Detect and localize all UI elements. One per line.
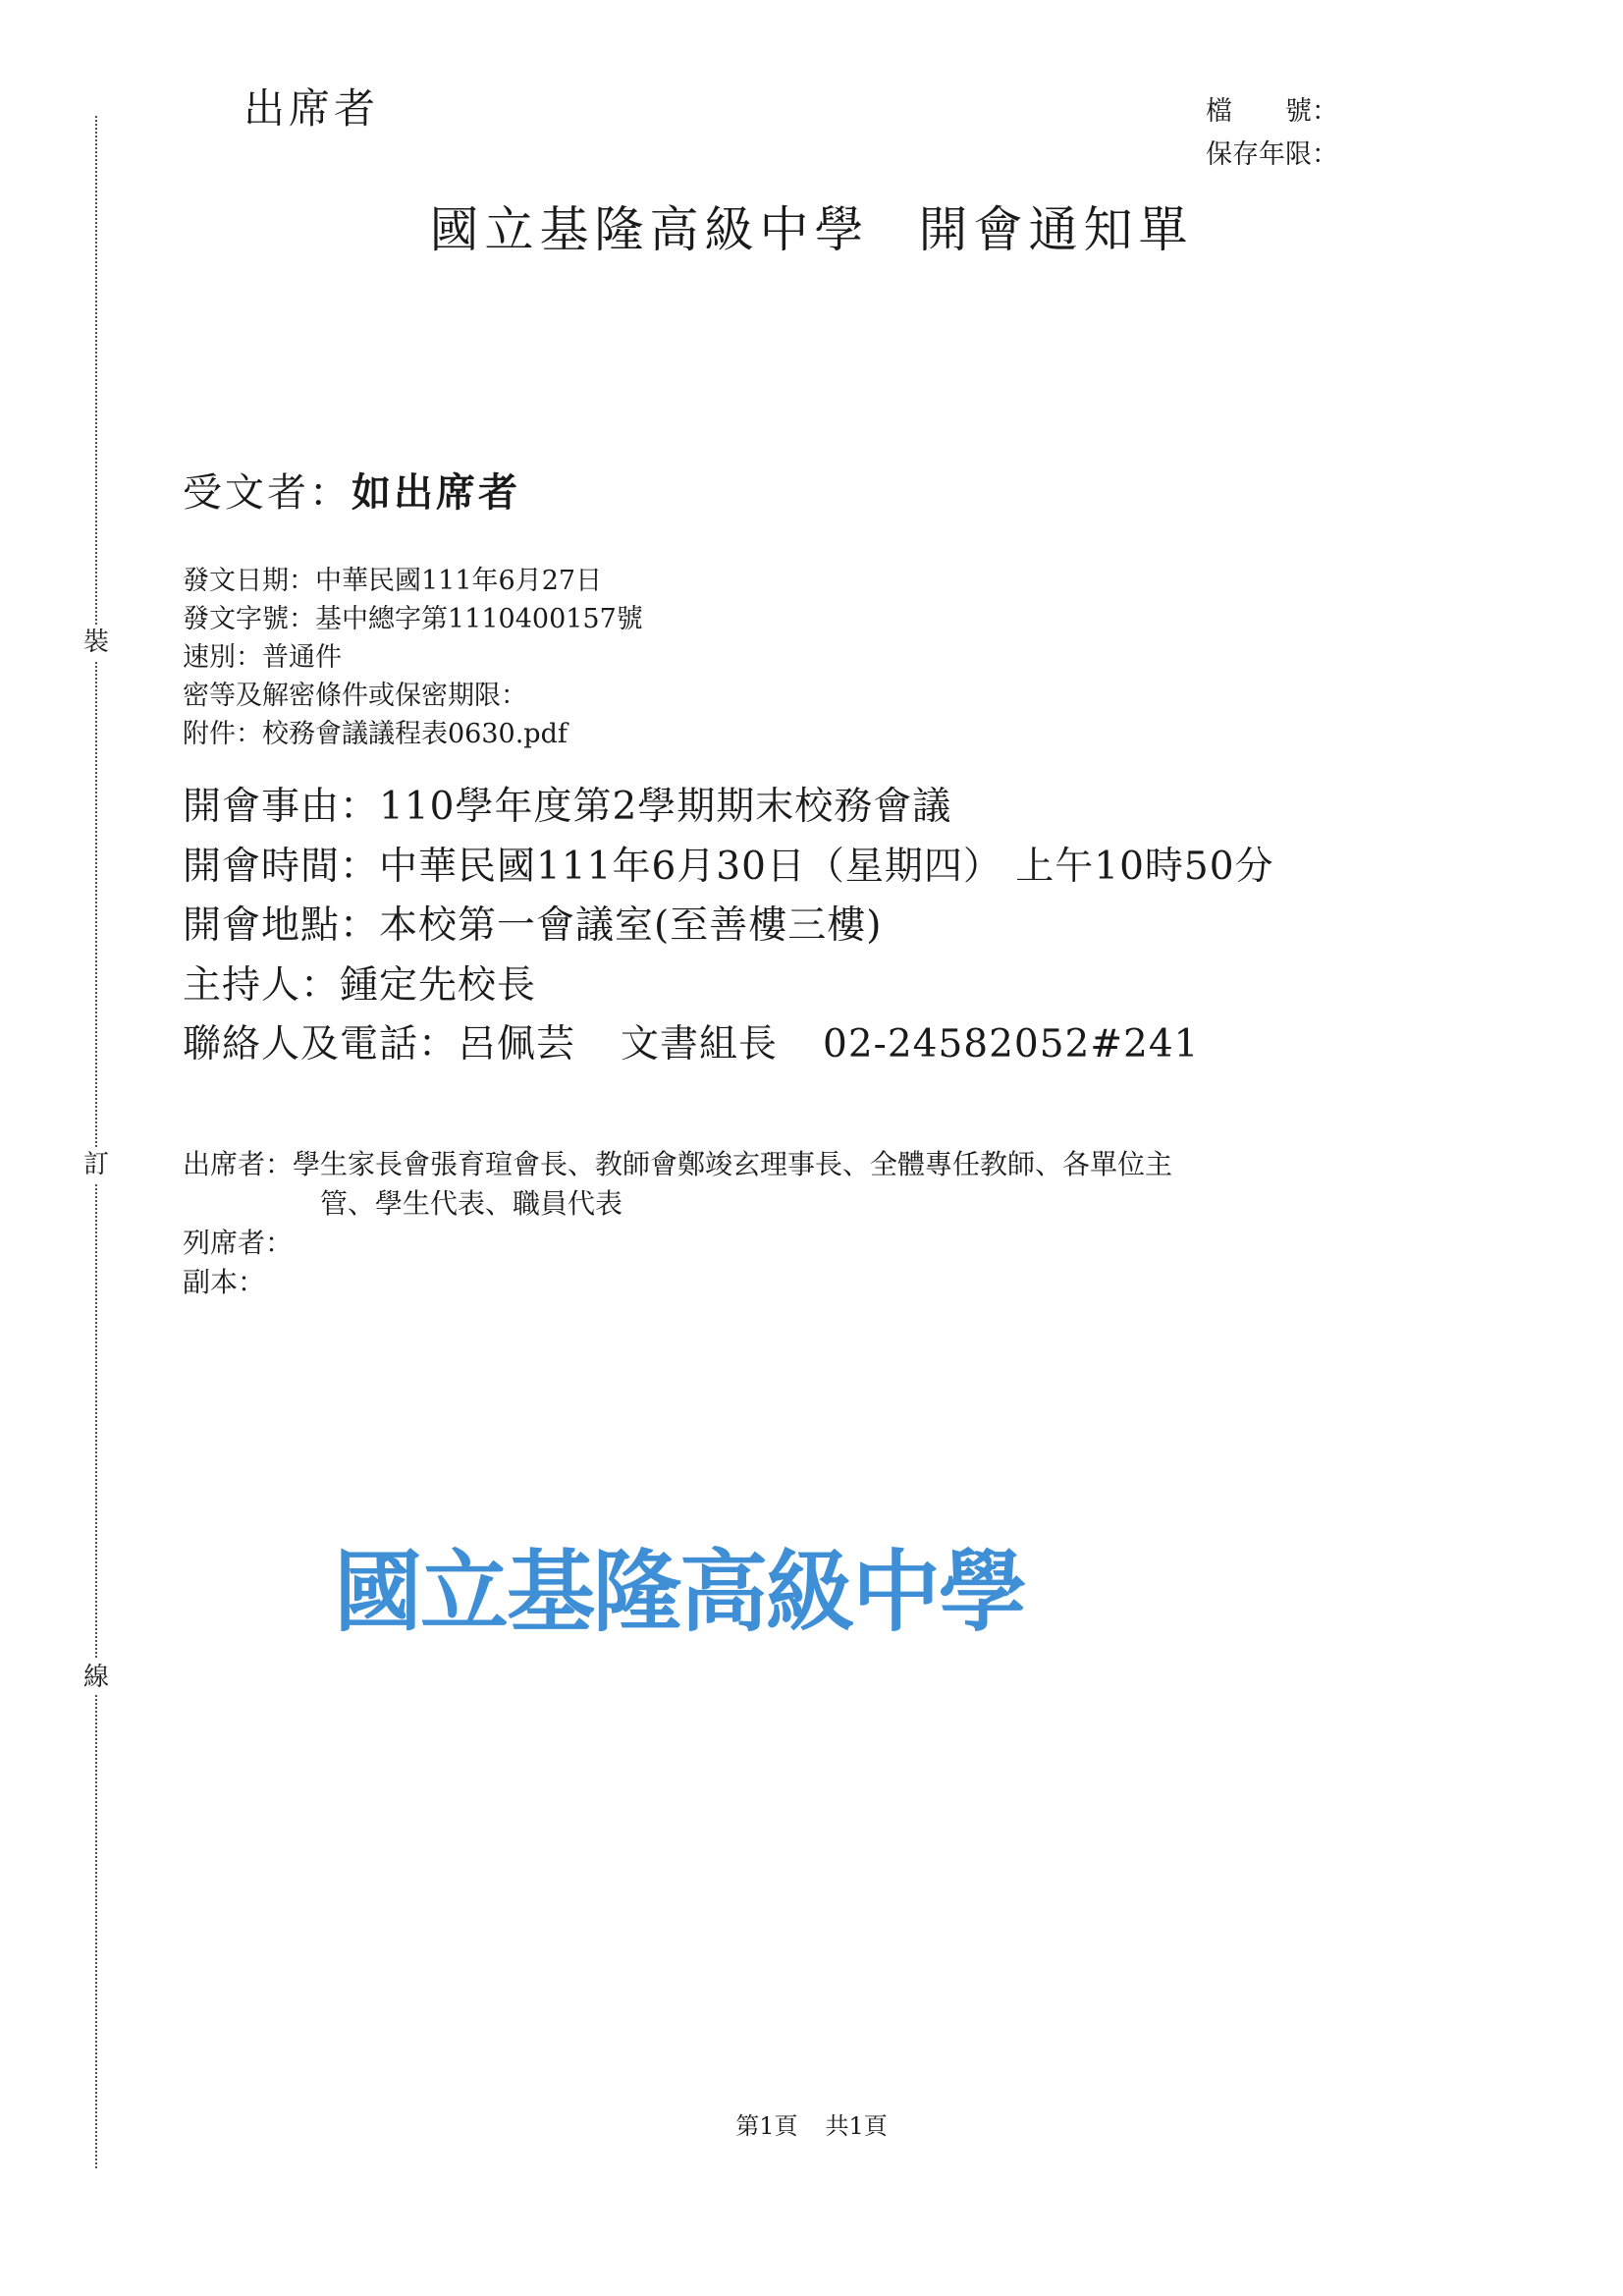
document-title [0, 191, 1623, 261]
issue-secrecy: 密等及解密條件或保密期限： [183, 681, 527, 711]
issue-info [183, 562, 643, 753]
recipient-label: 受文者： [183, 470, 352, 516]
meeting-time: 開會時間：中華民國111年6月30日（星期四） 上午10時50分 [183, 844, 1274, 889]
binding-mark-xian: 線 [79, 1660, 114, 1695]
meeting-place: 開會地點：本校第一會議室(至善樓三樓) [183, 903, 883, 948]
binding-mark-zhuang: 裝 [79, 625, 114, 660]
page-total: 共1頁 [825, 2112, 888, 2140]
meeting-subject: 開會事由：110學年度第2學期期末校務會議 [183, 785, 952, 829]
attendees-block [183, 1145, 1172, 1302]
issue-date: 發文日期：中華民國111年6月27日 [183, 566, 603, 596]
meeting-host: 主持人：鍾定先校長 [183, 962, 537, 1008]
issue-number: 發文字號：基中總字第1110400157號 [183, 604, 643, 634]
page-current: 第1頁 [735, 2112, 798, 2140]
retention-label: 保存年限： [1206, 139, 1338, 170]
issue-speed: 速別：普通件 [183, 642, 342, 673]
binding-dotted-line [95, 116, 97, 2168]
corner-label: 出席者 [243, 84, 380, 133]
title-doc-type: 開會通知單 [918, 201, 1194, 258]
contact-title: 文書組長 [621, 1022, 779, 1066]
issue-attachment: 附件：校務會議議程表0630.pdf [183, 719, 568, 749]
present-line-1: 出席者：學生家長會張育瑄會長、教師會鄭竣玄理事長、全體專任教師、各單位主 [183, 1148, 1173, 1180]
archive-meta [1206, 90, 1338, 177]
meeting-contact [183, 1015, 1274, 1075]
meeting-details [183, 778, 1274, 1075]
observers-line: 列席者： [183, 1227, 294, 1259]
present-line-2: 管、學生代表、職員代表 [320, 1187, 623, 1220]
recipient-value: 如出席者 [352, 469, 520, 516]
title-school: 國立基隆高級中學 [429, 201, 870, 258]
contact-name: 聯絡人及電話：呂佩芸 [183, 1022, 576, 1066]
school-stamp: 國立基隆高級中學 [334, 1541, 1025, 1644]
binding-mark-ding: 訂 [79, 1147, 114, 1182]
contact-phone: 02-24582052#241 [823, 1022, 1200, 1066]
file-number-label: 檔 號： [1206, 96, 1338, 127]
page-number [0, 2106, 1623, 2141]
recipient-line [183, 462, 520, 518]
copies-line: 副本： [183, 1266, 266, 1298]
